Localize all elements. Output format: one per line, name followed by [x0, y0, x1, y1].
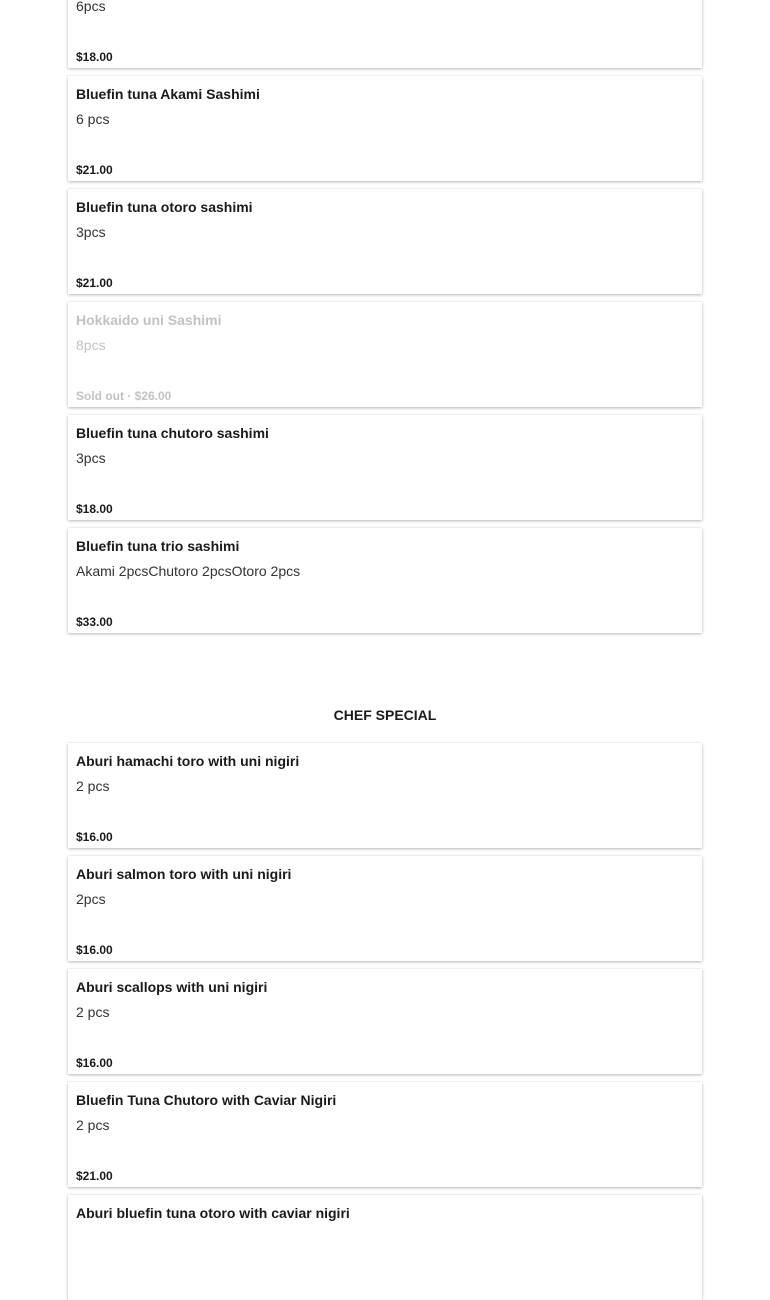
menu-item-description: Akami 2pcsChutoro 2pcsOtoro 2pcs	[76, 563, 301, 579]
menu-item-card[interactable]	[68, 1082, 702, 1187]
menu-item-card[interactable]	[68, 528, 702, 633]
menu-item-name: Hokkaido uni Sashimi	[76, 312, 222, 328]
menu-item-description: 6 pcs	[76, 111, 110, 127]
menu-item-price: $18.00	[76, 502, 113, 516]
menu-item-name: Aburi hamachi toro with uni nigiri	[76, 753, 300, 769]
menu-item-price: $33.00	[76, 615, 113, 629]
menu-item-name: Aburi bluefin tuna otoro with caviar nigiri	[76, 1205, 350, 1221]
section-title: CHEF SPECIAL	[333, 707, 437, 723]
menu-item-price: $18.00	[76, 50, 113, 64]
sashimi-list	[68, 0, 702, 633]
sold-out-price: Sold out · $26.00	[76, 389, 172, 403]
menu-item-description: 2pcs	[76, 891, 106, 907]
menu-item-card[interactable]	[68, 76, 702, 181]
menu-item-card-sold-out	[68, 302, 702, 407]
menu-item-description: 2 pcs	[76, 1004, 110, 1020]
menu-item-name: Bluefin tuna otoro sashimi	[76, 199, 253, 215]
menu-item-price: $16.00	[76, 1056, 113, 1070]
menu-item-price: $21.00	[76, 1169, 113, 1183]
menu-item-price: $16.00	[76, 943, 113, 957]
menu-item-card[interactable]	[68, 856, 702, 961]
menu-item-description: 8pcs	[76, 337, 106, 353]
menu-item-card[interactable]	[68, 969, 702, 1074]
menu-item-card[interactable]	[68, 743, 702, 848]
menu-item-description: 2 pcs	[76, 1117, 110, 1133]
menu-item-name: Bluefin tuna Akami Sashimi	[76, 86, 260, 102]
menu-item-price: $21.00	[76, 163, 113, 177]
chef-special-list	[68, 743, 702, 1300]
menu-item-card[interactable]	[68, 0, 702, 68]
menu-item-name: Bluefin Tuna Chutoro with Caviar Nigiri	[76, 1092, 337, 1108]
menu-item-card[interactable]	[68, 1195, 702, 1300]
menu-item-price: $16.00	[76, 830, 113, 844]
menu-item-name: Aburi scallops with uni nigiri	[76, 979, 268, 995]
menu-item-description: 2 pcs	[76, 778, 110, 794]
menu-item-description: 6pcs	[76, 0, 106, 14]
menu-item-price: $21.00	[76, 276, 113, 290]
menu-item-card[interactable]	[68, 415, 702, 520]
menu-item-name: Bluefin tuna trio sashimi	[76, 538, 240, 554]
menu-item-name: Bluefin tuna chutoro sashimi	[76, 425, 269, 441]
menu-item-name: Aburi salmon toro with uni nigiri	[76, 866, 292, 882]
menu-item-description: 3pcs	[76, 450, 106, 466]
menu-item-card[interactable]	[68, 189, 702, 294]
menu-item-description: 3pcs	[76, 224, 106, 240]
